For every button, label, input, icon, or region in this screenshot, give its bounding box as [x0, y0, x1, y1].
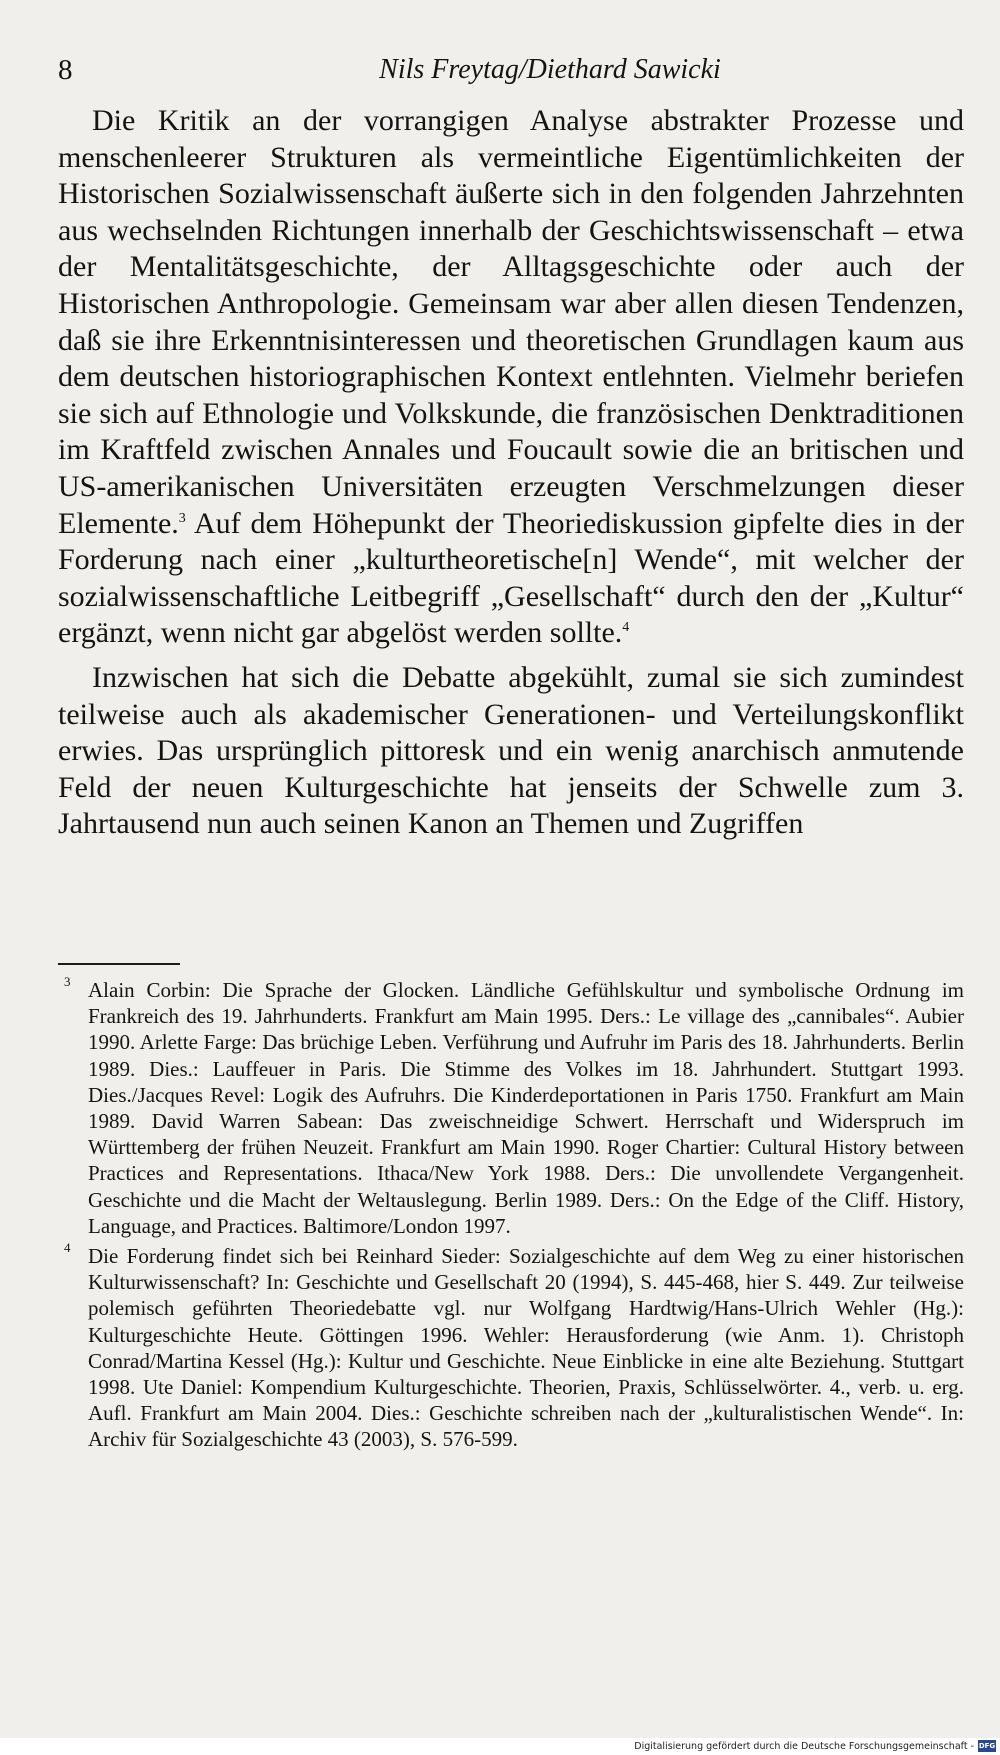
page-number: 8 — [58, 54, 73, 86]
footnote-ref-3: 3 — [178, 510, 186, 526]
footnotes — [58, 974, 964, 1453]
paragraph-1-text-continued: Auf dem Höhepunkt der Theoriediskussion gipfelte dies in der Forderung nach einer „kulturtheoretische[n] Wende“, mit welcher der sozialwissenschaftliche Leitbegriff „Gesellschaft“ durch den der „Kultur“ ergänzt, wenn nicht gar abgelöst werden sollte. — [58, 506, 964, 650]
paragraph-1-text: Die Kritik an der vorrangigen Analyse abstrakter Prozesse und menschenleerer Strukturen als vermeintliche Eigentümlichkeiten der Historischen Sozialwissenschaft äußerte sich in den folgenden Jahrzehnten aus wechselnden Richtungen innerhalb der Geschichtswissenschaft – etwa der Mentalitätsgeschichte, der Alltagsgeschichte oder auch der Historischen Anthropologie. Gemeinsam war aber allen diesen Tendenzen, daß sie ihre Erkenntnisinteressen und theoretischen Grundlagen kaum aus dem deutschen historiographischen Kontext entlehnten. Vielmehr beriefen sie sich auf Ethnologie und Volkskunde, die französischen Denktraditionen im Kraftfeld zwischen Annales und Foucault sowie die an britischen und US-amerikanischen Universitäten erzeugten Verschmelzungen dieser Elemente. — [58, 104, 964, 540]
paragraph-2: Inzwischen hat sich die Debatte abgekühlt, zumal sie sich zumindest teilweise auch als akademischer Generationen- und Verteilungskonflikt erwies. Das ursprünglich pittoresk und ein wenig anarchisch anmutende Feld der neuen Kulturgeschichte hat jenseits der Schwelle zum 3. Jahrtausend nun auch seinen Kanon an Themen und Zugriffen — [58, 660, 964, 841]
footnote-4-number: 4 — [64, 1240, 71, 1256]
footnote-3 — [58, 974, 964, 1239]
footnote-3-text: Alain Corbin: Die Sprache der Glocken. Ländliche Gefühlskultur und symbolische Ordnung im Frankreich des 19. Jahrhunderts. Frankfurt am Main 1995. Ders.: Le village des „cannibales“. Aubier 1990. Arlette Farge: Das brüchige Leben. Verführung und Aufruhr im Paris des 18. Jahrhunderts. Berlin 1989. Dies.: Lauffeuer in Paris. Die Stimme des Volkes im 18. Jahrhundert. Stuttgart 1993. Dies./Jacques Revel: Logik des Aufruhrs. Die Kinderdeportationen in Paris 1750. Frankfurt am Main 1989. David Warren Sabean: Das zweischneidige Schwert. Herrschaft und Widerspruch im Württemberg der frühen Neuzeit. Frankfurt am Main 1990. Roger Chartier: Cultural History between Practices and Representations. Ithaca/New York 1988. Ders.: Die unvollendete Vergangenheit. Geschichte und die Macht der Weltauslegung. Berlin 1989. Ders.: On the Edge of the Cliff. History, Language, and Practices. Baltimore/London 1997. — [88, 978, 964, 1238]
footnote-separator — [58, 963, 180, 965]
dfg-logo-icon: DFG — [978, 1742, 996, 1750]
footnote-4 — [58, 1240, 964, 1453]
footnote-ref-4: 4 — [622, 620, 630, 636]
main-text — [58, 103, 964, 843]
footnote-4-text: Die Forderung findet sich bei Reinhard Sieder: Sozialgeschichte auf dem Weg zu einer historischen Kulturwissenschaft? In: Geschichte und Gesellschaft 20 (1994), S. 445-468, hier S. 449. Zur teilweise polemisch geführten Theoriedebatte vgl. nur Wolfgang Hardtwig/Hans-Ulrich Wehler (Hg.): Kulturgeschichte Heute. Göttingen 1996. Wehler: Herausforderung (wie Anm. 1). Christoph Conrad/Martina Kessel (Hg.): Kultur und Geschichte. Neue Einblicke in eine alte Beziehung. Stuttgart 1998. Ute Daniel: Kompendium Kulturgeschichte. Theorien, Praxis, Schlüsselwörter. 4., verb. u. erg. Aufl. Frankfurt am Main 2004. Dies.: Geschichte schreiben nach der „kulturalistischen Wende“. In: Archiv für Sozialgeschichte 43 (2003), S. 576-599. — [88, 1244, 964, 1452]
running-head: Nils Freytag/Diethard Sawicki — [379, 54, 721, 85]
paragraph-1 — [58, 103, 964, 652]
digitization-credit: Digitalisierung gefördert durch die Deutsche Forschungsgemeinschaft - — [634, 1741, 974, 1752]
footnote-3-number: 3 — [64, 974, 71, 989]
